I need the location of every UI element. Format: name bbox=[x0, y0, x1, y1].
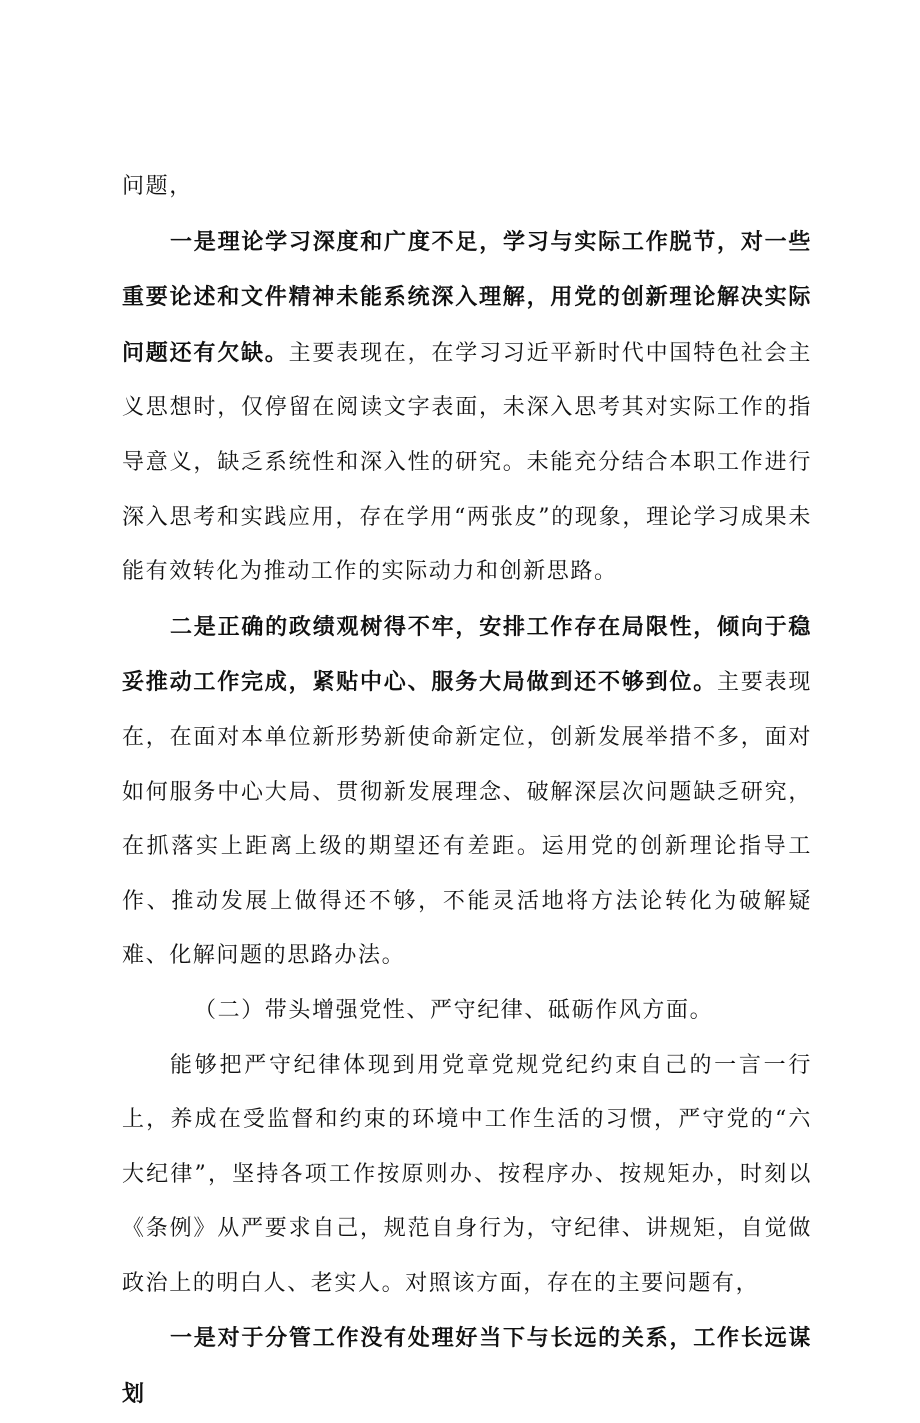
paragraph-text: 能够把严守纪律体现到用党章党规党纪约束自己的一言一行上，养成在受监督和约束的环境中工作生活的习惯，严守党的“六大纪律”，坚持各项工作按原则办、按程序办、按规矩办，时刻以《条例》从严要求自己，规范自身行为，守纪律、讲规矩，自觉做政治上的明白人、老实人。对照该方面，存在的主要问题有， bbox=[122, 1052, 812, 1296]
paragraph-bold-lead: 二是正确的政绩观树得不牢，安排工作存在局限性，倾向于稳妥推动工作完成，紧贴中心、服务大局做到还不够到位。 bbox=[122, 613, 812, 696]
paragraph-bold-lead: 一是对于分管工作没有处理好当下与长远的关系，工作长远谋划 bbox=[122, 1325, 812, 1408]
paragraph-text: 问题， bbox=[122, 174, 193, 199]
paragraph-continuation bbox=[122, 160, 812, 215]
paragraph-bold-lead: 一是理论学习深度和广度不足，学习与实际工作脱节，对一些重要论述和文件精神未能系统深入理解，用党的创新理论解决实际问题还有欠缺。 bbox=[122, 228, 812, 366]
document-body bbox=[122, 160, 812, 1423]
section-heading bbox=[122, 984, 812, 1039]
paragraph-discipline bbox=[122, 1039, 812, 1312]
paragraph-text: 主要表现在，在面对本单位新形势新使命新定位，创新发展举措不多，面对如何服务中心大局、贯彻新发展理念、破解深层次问题缺乏研究，在抓落实上距离上级的期望还有差距。运用党的创新理论指导工作、推动发展上做得还不够，不能灵活地将方法论转化为破解疑难、化解问题的思路办法。 bbox=[122, 670, 812, 969]
paragraph-issue-one bbox=[122, 215, 812, 600]
section-heading-text: （二）带头增强党性、严守纪律、砥砺作风方面。 bbox=[194, 997, 714, 1023]
paragraph-issue-three bbox=[122, 1311, 812, 1422]
paragraph-text: 主要表现在，在学习习近平新时代中国特色社会主义思想时，仅停留在阅读文字表面，未深入思考其对实际工作的指导意义，缺乏系统性和深入性的研究。未能充分结合本职工作进行深入思考和实践应用，存在学用“两张皮”的现象，理论学习成果未能有效转化为推动工作的实际动力和创新思路。 bbox=[122, 340, 813, 585]
paragraph-issue-two bbox=[122, 600, 812, 984]
